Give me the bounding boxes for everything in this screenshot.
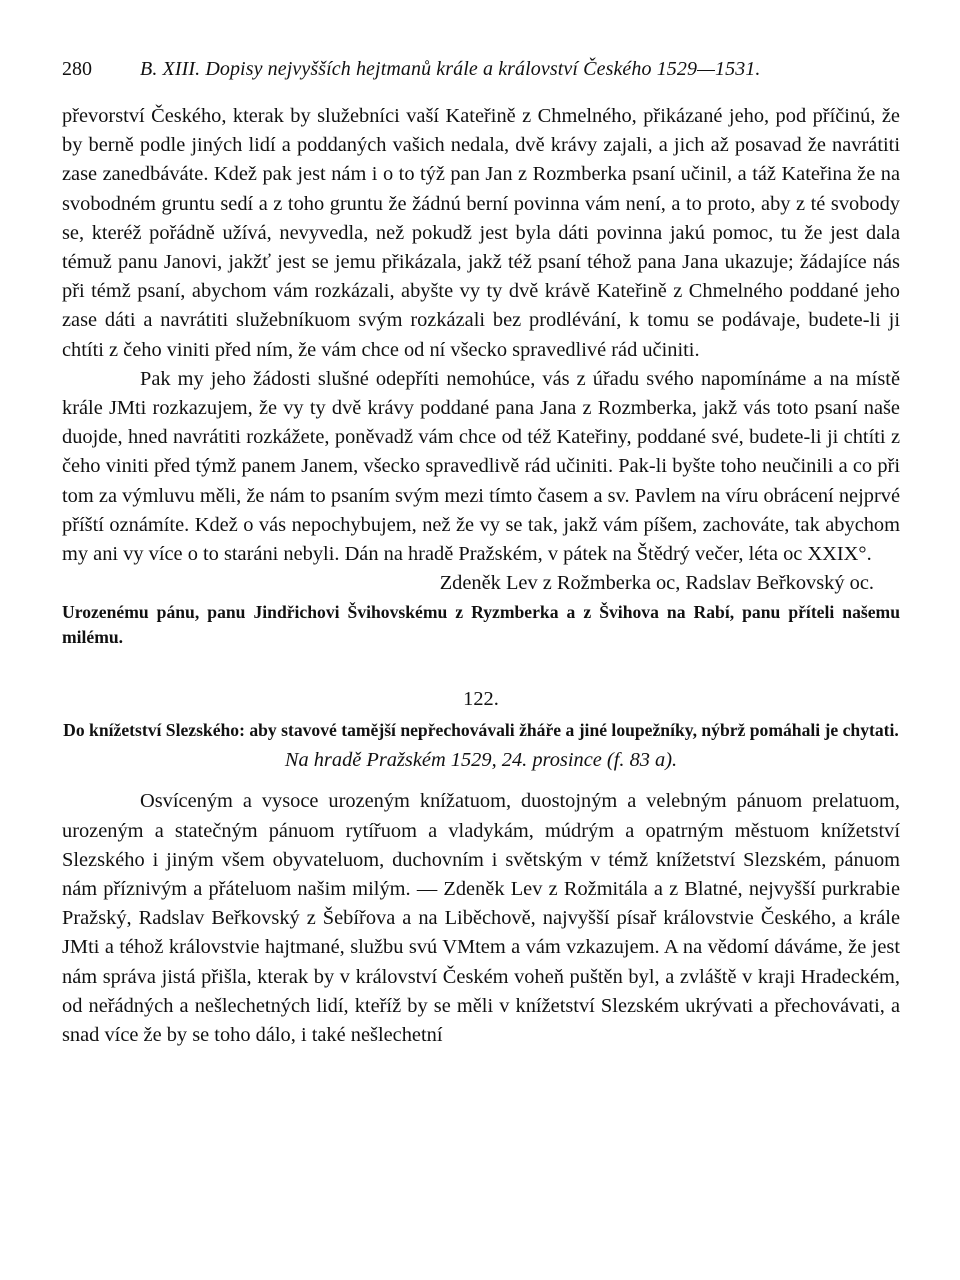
document-date: Na hradě Pražském 1529, 24. prosince (f. 83 a). [284,749,678,772]
letter-121-signature: Zdeněk Lev z Rožmberka oc, Radslav Beřkovský oc. [439,572,874,595]
letter-121-paragraph-2: Pak my jeho žádosti slušné odepříti nemohúce, vás z úřadu svého napomínáme a na místě krále JMti rozkazujem, že vy ty dvě krávy poddané pana Jana z Rozmberka, jakž vás toto psaní naše duojde, hned navrátiti rozkážete, poněvadž vám chce od též Kateřiny, poddané své, budete-li ji chtíti z čeho viniti před týmž panem Janem, všecko spravedlivě rád učiniti. Pak-li byšte toho neučinili a co při tom za výmluvu měli, že nám to psaním svým mezi tímto časem a sv. Pavlem na víru obrácení nejprvé příští oznámíte. Kdež o vás nepochybujem, než že vy se tak, jakž vám píšem, zachováte, tak abychom my ani vy více o to staráni nebyli. Dán na hradě Pražském, v pátek na Štědrý večer, léta oc XXIX°. [62,367,900,566]
book-page [62,52,900,1050]
running-header [62,52,900,86]
document-summary: Do knížetství Slezského: aby stavové tamější nepřechovávali žháře a jiné loupežníky, nýbrž pomáhali je chytati. [63,720,899,741]
letter-122-paragraph-1: Osvíceným a vysoce urozeným knížatuom, duostojným a velebným pánuom prelatuom, urozeným a statečným pánuom rytířuom a vladykám, múdrým a opatrným městuom knížetství Slezského i jiným všem obyvateluom, duchovním i světským v témž knížetství Slezském, pánuom nám příznivým a přáteluom našim milým. — Zdeněk Lev z Rožmitála a z Blatné, nejvyšší purkrabie Pražský, Radslav Beřkovský z Šebířova a na Liběchově, najvyšší písař královstvie Českého, a krále JMti a téhož královstvie hajtmané, službu svú VMtem a vám vzkazujem. A na vědomí dáváme, že jest nám správa jistá přišla, kterak by v království Českém voheň puštěn byl, a zvláště v kraji Hradeckém, od neřádných a nešlechetných lidí, kteříž by se měli v knížetství Slezském ukrývati a přechovávati, a snad více že by se toho dálo, i také nešlechetní [62,790,900,1047]
document-number: 122. [463,688,499,711]
letter-121-body [62,102,900,569]
letter-121-paragraph-1: převorství Českého, kterak by služebníci vaší Kateřině z Chmelného, přikázané jeho, pod příčinú, že by berně podle jiných lidí a poddaných vašich nedala, dvě krávy zajali, a jich až posavad že navrátiti zase zanedbáváte. Kdež pak jest nám i o to týž pan Jan z Rozmberka psaní učinil, a táž Kateřina že na svobodném gruntu sedí a z toho gruntu že žádnú berní povinna vám není, a to proto, aby z té svobody se, kteréž pořádně užívá, nevyvedla, než pokudž jest byla dáti povinna jakú pomoc, tu že jest dala témuž panu Janovi, jakžť jest se jemu přikázala, jakž též psaní téhož pana Jana ukazuje; žádajíce nás při témž psaní, abychom vám rozkázali, abyšte vy ty dvě krávě Kateřině z Chmelného poddané jeho zase dáti a navrátiti služebníkuom svým rozkázali bez prodlévání, k tomu se podávaje, budete-li ji chtíti z čeho viniti před ním, že vám chce od ní všecko spravedlivé rád učiniti. [62,105,900,361]
letter-121-address: Urozenému pánu, panu Jindřichovi Švihovskému z Ryzmberka a z Švihova na Rabí, panu příteli našemu milému. [62,602,900,648]
letter-122-body [62,787,900,1050]
running-title: B. XIII. Dopisy nejvyšších hejtmanů krále a království Českého 1529—1531. [140,58,761,80]
page-number: 280 [62,58,92,80]
